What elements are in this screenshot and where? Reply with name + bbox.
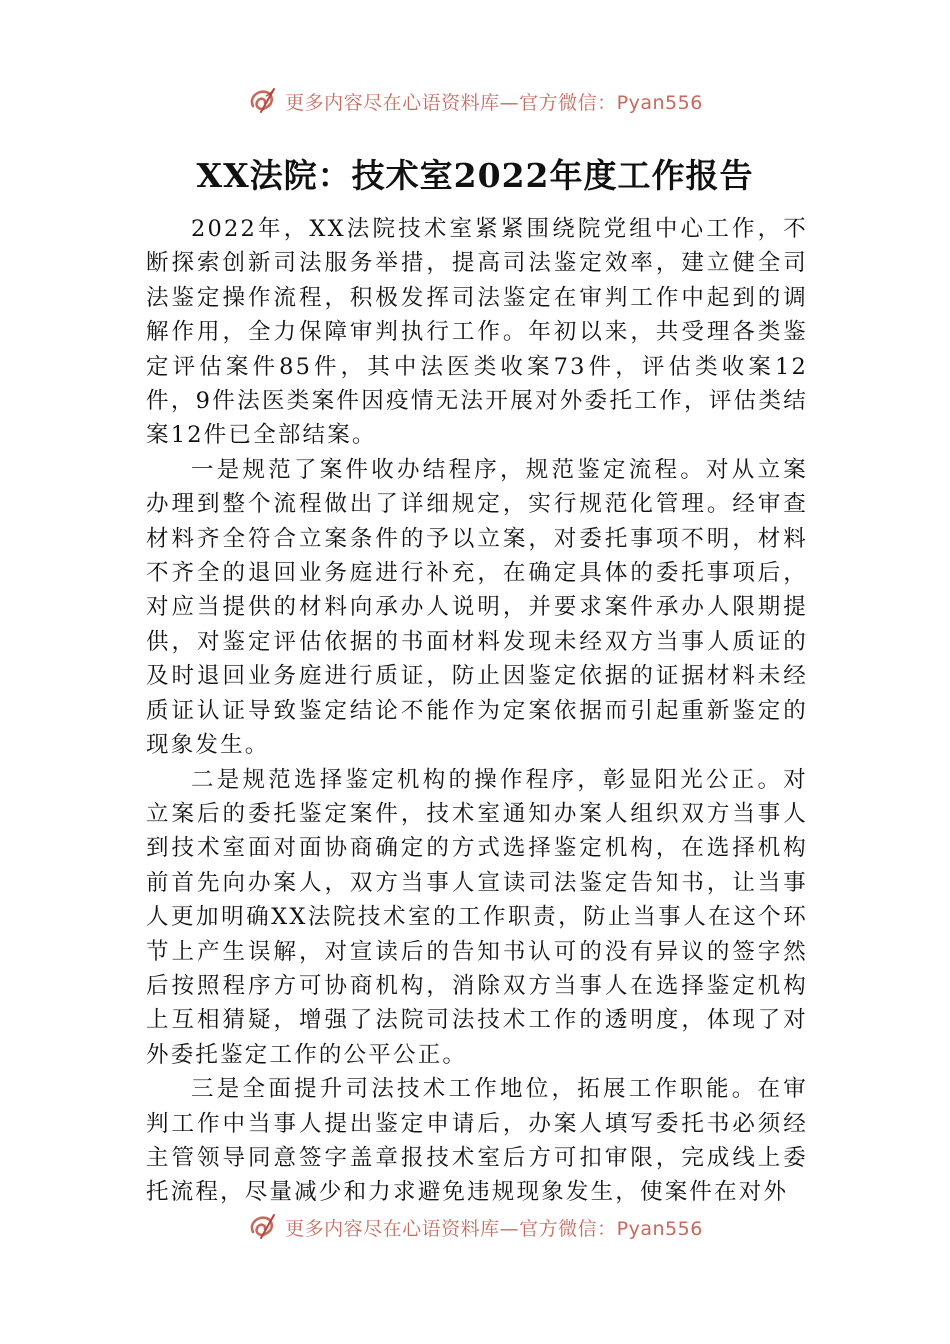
paragraph-intro: 2022年，XX法院技术室紧紧围绕院党组中心工作，不断探索创新司法服务举措，提高司法鉴定效率，建立健全司法鉴定操作流程，积极发挥司法鉴定在审判工作中起到的调解作用，全力保障审判执行工作。年初以来，共受理各类鉴定评估案件85件，其中法医类收案73件，评估类收案12件，9件法医类案件因疫情无法开展对外委托工作，评估类结案12件已全部结案。 [146,216,808,449]
footer-watermark [0,1208,950,1242]
quill-swirl-icon [247,1212,279,1242]
header-watermark [0,86,950,116]
paragraph-status-upgrade: 三是全面提升司法技术工作地位，拓展工作职能。在审判工作中当事人提出鉴定申请后，办案人填写委托书必须经主管领导同意签字盖章报技术室后方可扣审限，完成线上委托流程，尽量减少和力求避免违规现象发生，使案件在对外 [146,1076,808,1206]
footer-watermark-text: 更多内容尽在心语资料库—官方微信：Pyan556 [285,1217,703,1240]
quill-swirl-icon [247,86,279,116]
header-watermark-text: 更多内容尽在心语资料库—官方微信：Pyan556 [285,91,703,114]
document-title: XX法院：技术室2022年度工作报告 [196,156,754,195]
paragraph-case-procedure: 一是规范了案件收办结程序，规范鉴定流程。对从立案办理到整个流程做出了详细规定，实行规范化管理。经审查材料齐全符合立案条件的予以立案，对委托事项不明，材料不齐全的退回业务庭进行补充，在确定具体的委托事项后，对应当提供的材料向承办人说明，并要求案件承办人限期提供，对鉴定评估依据的书面材料发现未经双方当事人质证的及时退回业务庭进行质证，防止因鉴定依据的证据材料未经质证认证导致鉴定结论不能作为定案依据而引起重新鉴定的现象发生。 [146,456,808,759]
paragraph-institution-selection: 二是规范选择鉴定机构的操作程序，彰显阳光公正。对立案后的委托鉴定案件，技术室通知办案人组织双方当事人到技术室面对面协商确定的方式选择鉴定机构，在选择机构前首先向办案人，双方当事人宣读司法鉴定告知书，让当事人更加明确XX法院技术室的工作职责，防止当事人在这个环节上产生误解，对宣读后的告知书认可的没有异议的签字然后按照程序方可协商机构，消除双方当事人在选择鉴定机构上互相猜疑，增强了法院司法技术工作的透明度，体现了对外委托鉴定工作的公平公正。 [146,766,808,1068]
document-body [146,212,808,1210]
